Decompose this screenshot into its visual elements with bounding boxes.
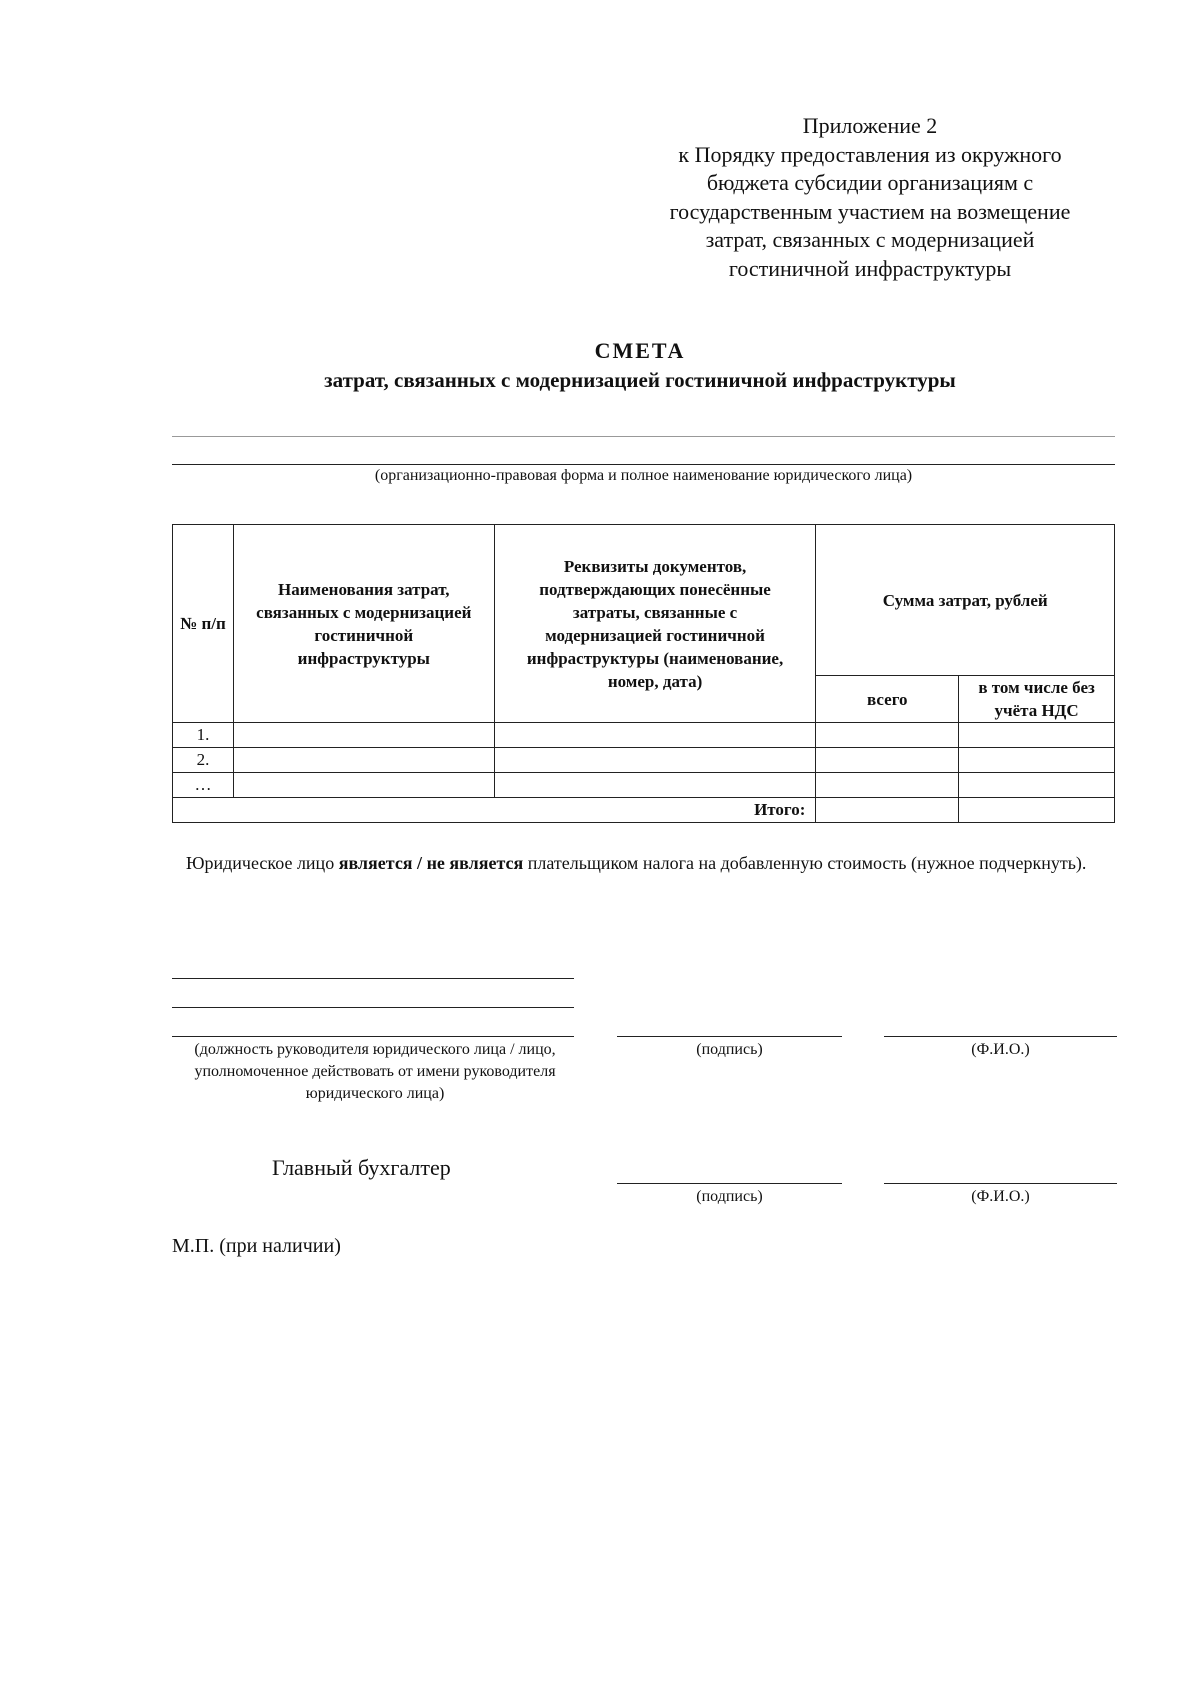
total-sum [816, 798, 959, 823]
total-row [173, 798, 1115, 823]
vat-statement: Юридическое лицо является / не является плательщиком налога на добавленную стоимость (нужное подчеркнуть). [186, 853, 1087, 873]
appendix-line: к Порядку предоставления из окружного [678, 141, 1062, 167]
row-sum-excl-vat [959, 723, 1115, 748]
header-cost-name: Наименования затрат, связанных с модернизацией гостиничной инфраструктуры [233, 525, 494, 723]
appendix-line: Приложение 2 [802, 113, 938, 138]
row-sum-total [816, 773, 959, 798]
table-row [173, 748, 1115, 773]
position-line-2 [172, 1007, 574, 1008]
full-name-caption: (Ф.И.О.) [971, 1041, 1030, 1058]
position-caption: (должность руководителя юридического лица / лицо, уполномоченное действовать от имени руководителя юридического лица) [194, 1041, 556, 1102]
header-documents: Реквизиты документов, подтверждающих понесённые затраты, связанные с модернизацией гостиничной инфраструктуры (наименование, номер, дата) [494, 525, 816, 723]
appendix-line: бюджета субсидии организациям с [706, 170, 1034, 195]
document-subtitle: затрат, связанных с модернизацией гостиничной инфраструктуры [324, 368, 956, 392]
header-sum-excl-vat: в том числе без учёта НДС [959, 676, 1115, 723]
row-cost-name [233, 773, 494, 798]
document-title: СМЕТА [594, 338, 686, 363]
full-name-line [884, 1036, 1117, 1037]
total-label: Итого: [173, 798, 816, 823]
position-line-3 [172, 1036, 574, 1037]
chief-full-name-caption: (Ф.И.О.) [971, 1188, 1030, 1205]
row-sum-excl-vat [959, 748, 1115, 773]
row-documents [494, 773, 816, 798]
row-number: … [173, 773, 234, 798]
row-cost-name [233, 723, 494, 748]
chief-signature-line [617, 1183, 842, 1184]
row-documents [494, 723, 816, 748]
row-documents [494, 748, 816, 773]
appendix-line: государственным участием на возмещение [669, 198, 1071, 224]
org-name-line-2 [172, 464, 1115, 465]
chief-signature-caption: (подпись) [696, 1188, 763, 1205]
row-cost-name [233, 748, 494, 773]
header-sum: Сумма затрат, рублей [816, 525, 1115, 676]
appendix-line: гостиничной инфраструктуры [728, 255, 1012, 281]
table-row [173, 773, 1115, 798]
appendix-line: затрат, связанных с модернизацией [705, 227, 1035, 252]
stamp-place: М.П. (при наличии) [172, 1235, 341, 1257]
row-sum-total [816, 748, 959, 773]
signature-line [617, 1036, 842, 1037]
row-number: 2. [173, 748, 234, 773]
header-sum-total: всего [816, 676, 959, 723]
chief-accountant-label: Главный бухгалтер [272, 1155, 451, 1180]
position-line-1 [172, 978, 574, 979]
row-sum-total [816, 723, 959, 748]
appendix-header [640, 112, 1100, 283]
chief-full-name-line [884, 1183, 1117, 1184]
row-number: 1. [173, 723, 234, 748]
row-sum-excl-vat [959, 773, 1115, 798]
signature-caption: (подпись) [696, 1041, 763, 1058]
org-name-caption: (организационно-правовая форма и полное наименование юридического лица) [374, 467, 913, 484]
estimate-table [172, 524, 1115, 823]
table-row [173, 723, 1115, 748]
org-name-line-1 [172, 436, 1115, 437]
header-num: № п/п [173, 525, 234, 723]
total-sum-excl-vat [959, 798, 1115, 823]
